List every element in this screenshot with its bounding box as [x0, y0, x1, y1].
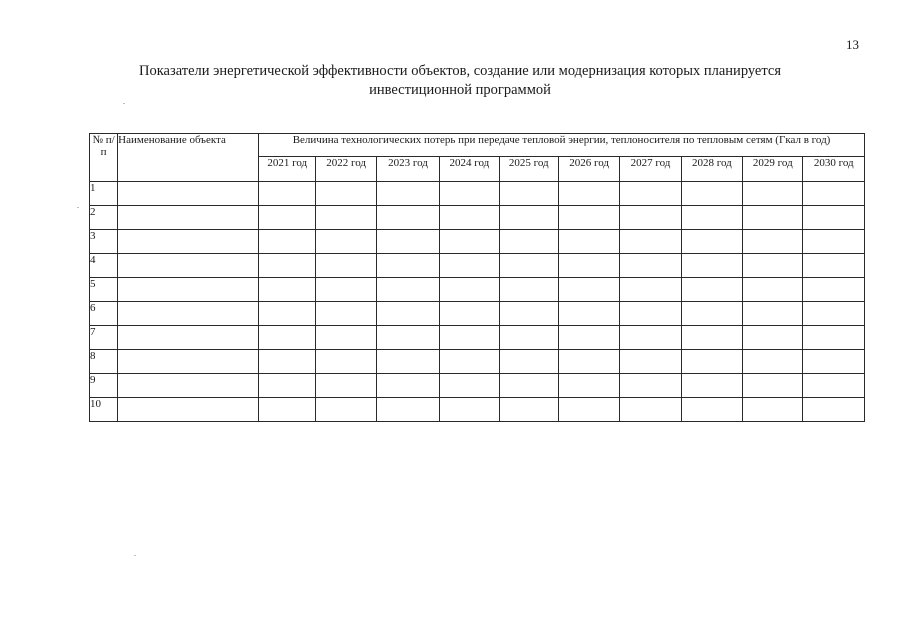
- year-value-cell: [440, 350, 499, 374]
- indicators-table: [89, 133, 865, 422]
- year-value-cell: [681, 278, 742, 302]
- year-value-cell: [558, 206, 619, 230]
- row-number-cell: 5: [90, 278, 118, 302]
- header-object-name: Наименование объекта: [118, 134, 259, 182]
- year-value-cell: [376, 230, 439, 254]
- object-name-cell: [118, 326, 259, 350]
- year-value-cell: [558, 398, 619, 422]
- scan-speck: [77, 207, 79, 208]
- year-value-cell: [316, 326, 376, 350]
- header-year: 2022 год: [316, 157, 376, 182]
- year-value-cell: [499, 374, 558, 398]
- year-value-cell: [499, 182, 558, 206]
- object-name-cell: [118, 278, 259, 302]
- year-value-cell: [558, 254, 619, 278]
- header-year: 2028 год: [681, 157, 742, 182]
- year-value-cell: [316, 230, 376, 254]
- header-year: 2025 год: [499, 157, 558, 182]
- year-value-cell: [499, 326, 558, 350]
- year-value-cell: [259, 326, 316, 350]
- row-number-cell: 2: [90, 206, 118, 230]
- year-value-cell: [558, 374, 619, 398]
- year-value-cell: [440, 182, 499, 206]
- year-value-cell: [681, 254, 742, 278]
- year-value-cell: [620, 182, 681, 206]
- header-year: 2024 год: [440, 157, 499, 182]
- year-value-cell: [499, 350, 558, 374]
- year-value-cell: [803, 326, 865, 350]
- page-number: 13: [846, 37, 859, 52]
- year-value-cell: [376, 326, 439, 350]
- year-value-cell: [743, 374, 803, 398]
- object-name-cell: [118, 302, 259, 326]
- year-value-cell: [743, 254, 803, 278]
- year-value-cell: [743, 182, 803, 206]
- year-value-cell: [316, 206, 376, 230]
- year-value-cell: [743, 206, 803, 230]
- year-value-cell: [620, 326, 681, 350]
- scan-speck: [134, 555, 136, 556]
- year-value-cell: [499, 254, 558, 278]
- object-name-cell: [118, 182, 259, 206]
- year-value-cell: [681, 350, 742, 374]
- year-value-cell: [259, 206, 316, 230]
- year-value-cell: [803, 350, 865, 374]
- year-value-cell: [376, 374, 439, 398]
- year-value-cell: [376, 398, 439, 422]
- year-value-cell: [681, 374, 742, 398]
- year-value-cell: [376, 254, 439, 278]
- year-value-cell: [558, 230, 619, 254]
- year-value-cell: [803, 182, 865, 206]
- year-value-cell: [743, 230, 803, 254]
- year-value-cell: [558, 302, 619, 326]
- row-number-cell: 6: [90, 302, 118, 326]
- year-value-cell: [681, 230, 742, 254]
- row-number-cell: 8: [90, 350, 118, 374]
- table-row: [90, 182, 865, 206]
- object-name-cell: [118, 230, 259, 254]
- year-value-cell: [743, 278, 803, 302]
- table-row: [90, 206, 865, 230]
- year-value-cell: [440, 374, 499, 398]
- year-value-cell: [681, 398, 742, 422]
- year-value-cell: [440, 206, 499, 230]
- row-number-cell: 7: [90, 326, 118, 350]
- year-value-cell: [440, 326, 499, 350]
- year-value-cell: [316, 350, 376, 374]
- page-title: [100, 62, 820, 100]
- year-value-cell: [803, 230, 865, 254]
- table-row: [90, 326, 865, 350]
- year-value-cell: [620, 350, 681, 374]
- year-value-cell: [743, 302, 803, 326]
- year-value-cell: [259, 302, 316, 326]
- year-value-cell: [376, 182, 439, 206]
- header-losses-group: Величина технологических потерь при передаче тепловой энергии, теплоносителя по тепловым сетям (Гкал в год): [259, 134, 865, 157]
- year-value-cell: [499, 278, 558, 302]
- table-row: [90, 374, 865, 398]
- year-value-cell: [620, 254, 681, 278]
- year-value-cell: [558, 278, 619, 302]
- year-value-cell: [316, 398, 376, 422]
- year-value-cell: [259, 278, 316, 302]
- row-number-cell: 1: [90, 182, 118, 206]
- year-value-cell: [620, 398, 681, 422]
- year-value-cell: [259, 182, 316, 206]
- year-value-cell: [259, 254, 316, 278]
- year-value-cell: [440, 278, 499, 302]
- row-number-cell: 10: [90, 398, 118, 422]
- year-value-cell: [743, 350, 803, 374]
- year-value-cell: [440, 230, 499, 254]
- year-value-cell: [620, 374, 681, 398]
- object-name-cell: [118, 350, 259, 374]
- header-row-number: № п/п: [90, 134, 118, 182]
- year-value-cell: [376, 278, 439, 302]
- year-value-cell: [259, 374, 316, 398]
- year-value-cell: [316, 254, 376, 278]
- year-value-cell: [558, 350, 619, 374]
- year-value-cell: [681, 182, 742, 206]
- year-value-cell: [620, 278, 681, 302]
- object-name-cell: [118, 254, 259, 278]
- header-year: 2023 год: [376, 157, 439, 182]
- year-value-cell: [803, 302, 865, 326]
- year-value-cell: [376, 302, 439, 326]
- table-row: [90, 254, 865, 278]
- year-value-cell: [316, 182, 376, 206]
- year-value-cell: [259, 230, 316, 254]
- year-value-cell: [620, 230, 681, 254]
- page-title-line-2: инвестиционной программой: [369, 82, 551, 98]
- year-value-cell: [681, 302, 742, 326]
- year-value-cell: [620, 206, 681, 230]
- year-value-cell: [558, 326, 619, 350]
- year-value-cell: [499, 206, 558, 230]
- year-value-cell: [440, 254, 499, 278]
- year-value-cell: [803, 254, 865, 278]
- header-year: 2030 год: [803, 157, 865, 182]
- year-value-cell: [499, 302, 558, 326]
- year-value-cell: [681, 326, 742, 350]
- table-row: [90, 302, 865, 326]
- object-name-cell: [118, 398, 259, 422]
- year-value-cell: [743, 398, 803, 422]
- year-value-cell: [620, 302, 681, 326]
- year-value-cell: [316, 278, 376, 302]
- row-number-cell: 9: [90, 374, 118, 398]
- year-value-cell: [376, 206, 439, 230]
- table-body: [90, 182, 865, 422]
- year-value-cell: [259, 398, 316, 422]
- table-row: [90, 350, 865, 374]
- year-value-cell: [499, 230, 558, 254]
- header-year: 2021 год: [259, 157, 316, 182]
- table-row: [90, 278, 865, 302]
- header-year: 2026 год: [558, 157, 619, 182]
- header-year: 2029 год: [743, 157, 803, 182]
- year-value-cell: [440, 398, 499, 422]
- year-value-cell: [558, 182, 619, 206]
- scan-speck: [123, 103, 125, 104]
- table-row: [90, 230, 865, 254]
- year-value-cell: [681, 206, 742, 230]
- year-value-cell: [803, 278, 865, 302]
- year-value-cell: [440, 302, 499, 326]
- year-value-cell: [803, 206, 865, 230]
- year-value-cell: [803, 374, 865, 398]
- year-value-cell: [316, 374, 376, 398]
- year-value-cell: [376, 350, 439, 374]
- object-name-cell: [118, 206, 259, 230]
- header-year: 2027 год: [620, 157, 681, 182]
- table-header: [90, 134, 865, 182]
- row-number-cell: 4: [90, 254, 118, 278]
- year-value-cell: [743, 326, 803, 350]
- table-row: [90, 398, 865, 422]
- year-value-cell: [259, 350, 316, 374]
- page-title-line-1: Показатели энергетической эффективности объектов, создание или модернизация которых планируется: [139, 63, 781, 79]
- year-value-cell: [499, 398, 558, 422]
- year-value-cell: [316, 302, 376, 326]
- row-number-cell: 3: [90, 230, 118, 254]
- year-value-cell: [803, 398, 865, 422]
- object-name-cell: [118, 374, 259, 398]
